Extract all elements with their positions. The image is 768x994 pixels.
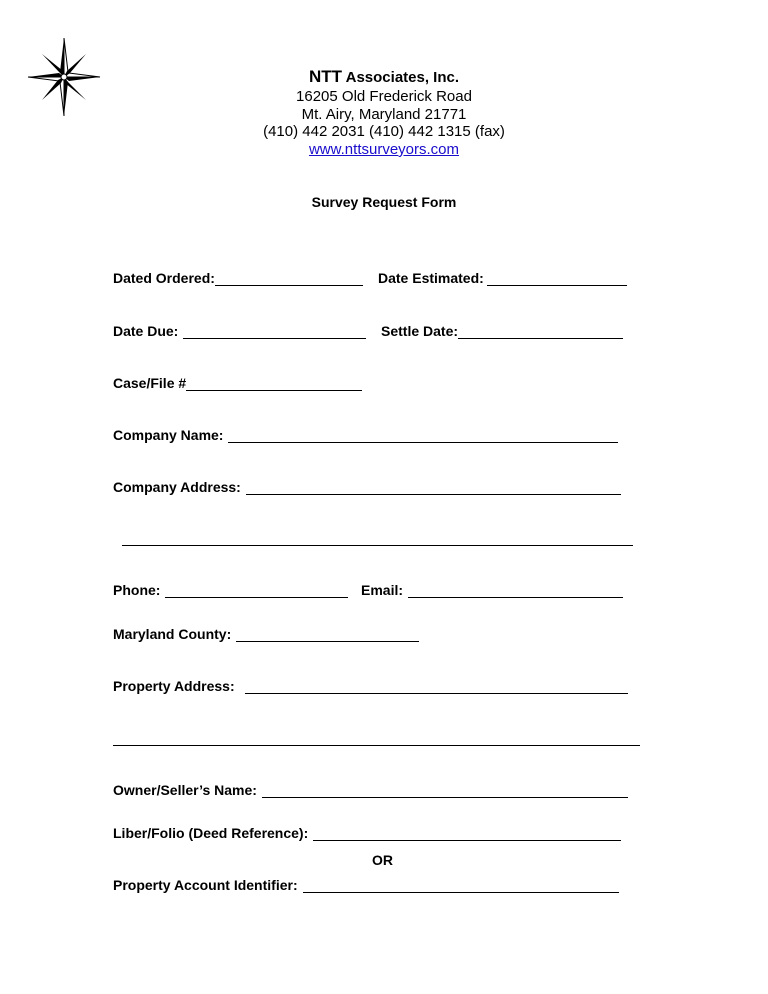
property-address-field[interactable] [113, 678, 628, 694]
owner-seller-line[interactable] [262, 783, 628, 798]
company-name-prefix: NTT [308, 67, 343, 86]
website-line [0, 141, 768, 159]
maryland-county-line[interactable] [236, 627, 419, 642]
date-estimated-line[interactable] [487, 271, 627, 286]
date-ordered-label: Dated Ordered: [113, 270, 215, 286]
settle-date-label: Settle Date: [381, 323, 459, 339]
date-estimated-label: Date Estimated: [378, 270, 484, 286]
form-title: Survey Request Form [311, 194, 457, 210]
company-name-suffix: Associates, Inc. [342, 69, 460, 86]
date-ordered-line[interactable] [215, 271, 363, 286]
owner-seller-field[interactable] [113, 782, 628, 798]
website-link[interactable]: www.nttsurveyors.com [308, 141, 460, 158]
property-address-line-2[interactable] [113, 744, 640, 746]
company-address-label: Company Address: [113, 479, 241, 495]
address-line2: Mt. Airy, Maryland 21771 [301, 106, 467, 123]
email-label: Email: [361, 582, 404, 598]
phone-label: Phone: [113, 582, 161, 598]
property-account-label: Property Account Identifier: [113, 877, 298, 893]
owner-seller-label: Owner/Seller’s Name: [113, 782, 257, 798]
date-ordered-field[interactable] [113, 270, 363, 286]
settle-date-line[interactable] [458, 324, 623, 339]
case-file-field[interactable] [113, 375, 362, 391]
case-file-line[interactable] [186, 376, 362, 391]
company-address-field[interactable] [113, 479, 621, 495]
liber-folio-label: Liber/Folio (Deed Reference): [113, 825, 309, 841]
liber-folio-line[interactable] [313, 826, 621, 841]
property-address-label: Property Address: [113, 678, 235, 694]
company-name-line[interactable] [228, 428, 618, 443]
date-due-label: Date Due: [113, 323, 179, 339]
case-file-label: Case/File # [113, 375, 187, 391]
date-due-line[interactable] [183, 324, 366, 339]
maryland-county-field[interactable] [113, 626, 419, 642]
company-address-line[interactable] [246, 480, 621, 495]
phone-numbers: (410) 442 2031 (410) 442 1315 (fax) [263, 123, 505, 140]
company-name [0, 68, 768, 87]
phone-field[interactable] [113, 582, 348, 598]
date-estimated-field[interactable] [378, 270, 627, 286]
phone-line[interactable] [165, 583, 348, 598]
settle-date-field[interactable] [381, 323, 623, 339]
property-account-line[interactable] [303, 878, 619, 893]
email-line[interactable] [408, 583, 623, 598]
or-separator: OR [372, 852, 393, 868]
company-name-field[interactable] [113, 427, 618, 443]
company-address-line-2[interactable] [122, 544, 633, 546]
company-name-label: Company Name: [113, 427, 224, 443]
email-field[interactable] [361, 582, 623, 598]
property-account-field[interactable] [113, 877, 619, 893]
liber-folio-field[interactable] [113, 825, 621, 841]
date-due-field[interactable] [113, 323, 366, 339]
property-address-line[interactable] [245, 679, 628, 694]
maryland-county-label: Maryland County: [113, 626, 232, 642]
address-line1: 16205 Old Frederick Road [296, 88, 472, 105]
